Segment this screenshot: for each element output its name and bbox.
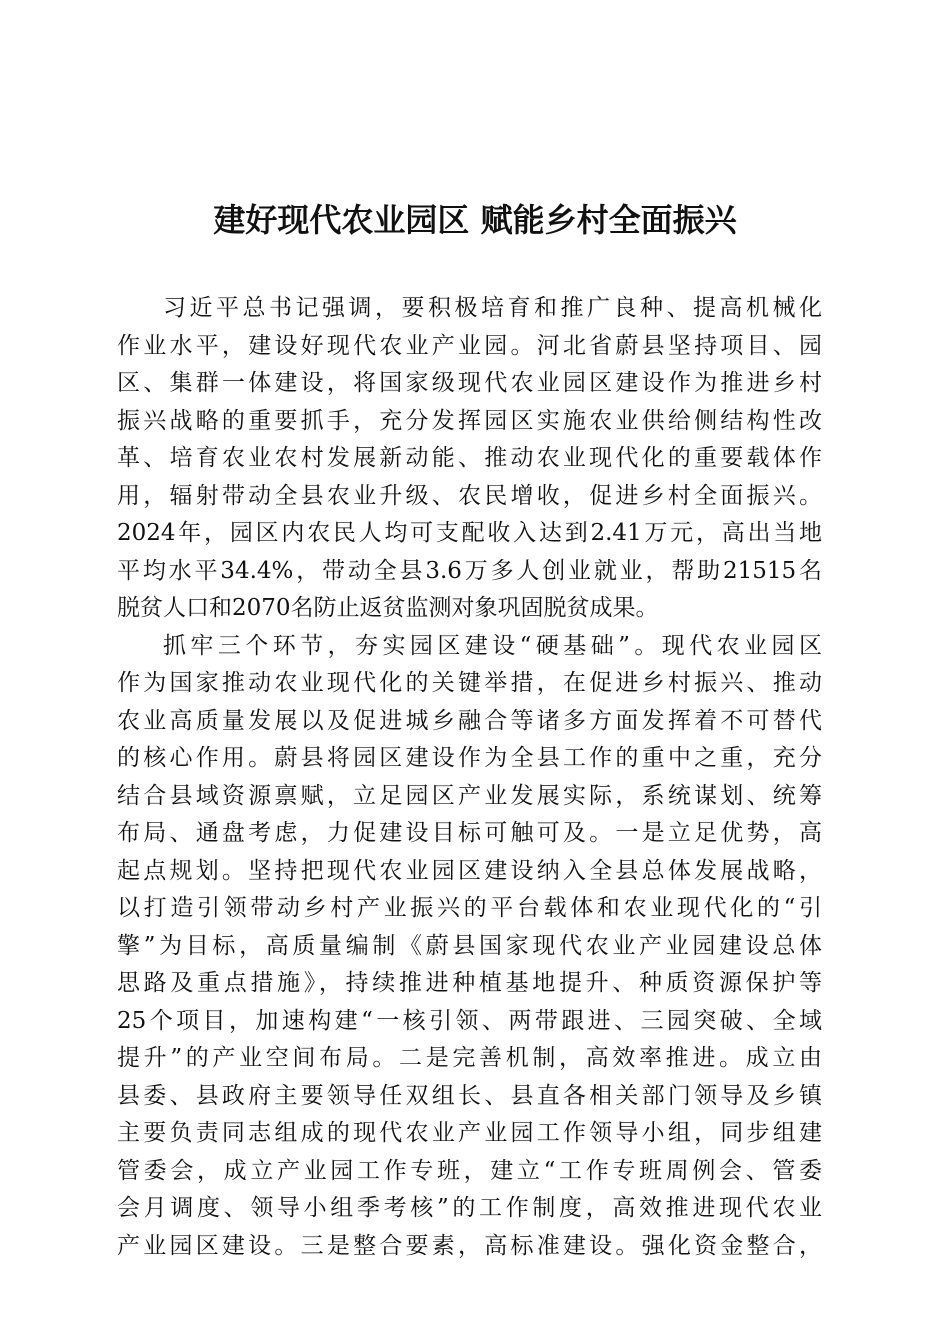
paragraph-line: 抓牢三个环节，夯实园区建设“硬基础”。现代农业园区: [163, 632, 822, 659]
paragraph-2: [117, 628, 822, 1266]
paragraph-line: 提升”的产业空间布局。二是完善机制，高效率推进。成立由: [117, 1045, 822, 1071]
paragraph-line: 习近平总书记强调，要积极培育和推广良种、提高机械化: [163, 295, 822, 321]
paragraph-line: 的核心作用。蔚县将园区建设作为全县工作的重中之重，充分: [117, 745, 822, 771]
paragraph-line: 作业水平，建设好现代农业产业园。河北省蔚县坚持项目、园: [117, 332, 822, 359]
paragraph-line: 作为国家推动农业现代化的关键举措，在促进乡村振兴、推动: [117, 670, 822, 696]
paragraph-line: 25个项目，加速构建“一核引领、两带跟进、三园突破、全域: [117, 1007, 822, 1034]
paragraph-line: 农业高质量发展以及促进城乡融合等诸多方面发挥着不可替代: [117, 707, 822, 734]
paragraph-1: [117, 290, 822, 628]
paragraph-line: 主要负责同志组成的现代农业产业园工作领导小组，同步组建: [117, 1120, 822, 1146]
paragraph-line: 区、集群一体建设，将国家级现代农业园区建设作为推进乡村: [117, 370, 822, 396]
paragraph-line: 革、培育农业农村发展新动能、推动农业现代化的重要载体作: [117, 445, 822, 471]
document-body: [117, 290, 822, 1265]
paragraph-line: 县委、县政府主要领导任双组长、县直各相关部门领导及乡镇: [117, 1082, 822, 1109]
paragraph-line: 擎”为目标，高质量编制《蔚县国家现代农业产业园建设总体: [117, 932, 822, 959]
paragraph-line: 会月调度、领导小组季考核”的工作制度，高效推进现代农业: [117, 1195, 822, 1221]
paragraph-line: 用，辐射带动全县农业升级、农民增收，促进乡村全面振兴。: [117, 482, 822, 509]
paragraph-line: 起点规划。坚持把现代农业园区建设纳入全县总体发展战略，: [117, 857, 822, 884]
paragraph-line: 管委会，成立产业园工作专班，建立“工作专班周例会、管委: [117, 1157, 822, 1184]
paragraph-line: 结合县域资源禀赋，立足园区产业发展实际，系统谋划、统筹: [117, 782, 822, 809]
paragraph-line: 振兴战略的重要抓手，充分发挥园区实施农业供给侧结构性改: [117, 407, 822, 434]
paragraph-line: 以打造引领带动乡村产业振兴的平台载体和农业现代化的“引: [117, 895, 822, 921]
document-title: 建好现代农业园区 赋能乡村全面振兴: [213, 201, 737, 239]
paragraph-line: 布局、通盘考虑，力促建设目标可触可及。一是立足优势，高: [117, 820, 822, 846]
paragraph-line: 平均水平34.4%，带动全县3.6万多人创业就业，帮助21515名: [117, 557, 822, 584]
paragraph-line: 思路及重点措施》，持续推进种植基地提升、种质资源保护等: [117, 970, 822, 996]
paragraph-line: 2024年，园区内农民人均可支配收入达到2.41万元，高出当地: [117, 520, 822, 546]
paragraph-line: 脱贫人口和2070名防止返贫监测对象巩固脱贫成果。: [117, 595, 659, 621]
paragraph-line: 产业园区建设。三是整合要素，高标准建设。强化资金整合，: [117, 1232, 822, 1259]
